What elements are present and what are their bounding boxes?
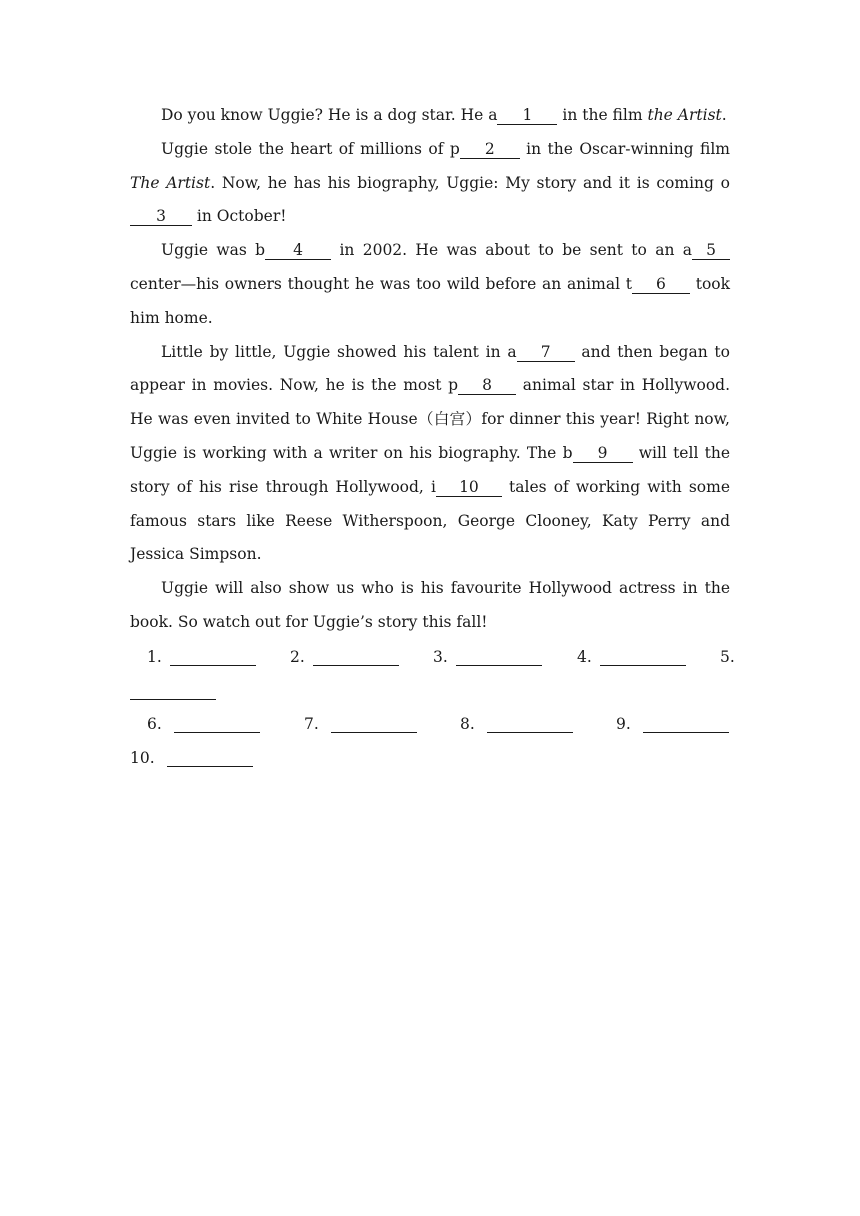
- answer-number: 10.: [130, 749, 155, 768]
- text: Uggie was b: [161, 241, 266, 260]
- text: tales of working with some famous stars like Reese Witherspoon, George Clooney, Katy Perry and Jessica Simpson.: [130, 477, 730, 564]
- blank-10[interactable]: 10: [436, 479, 502, 497]
- answer-slot-5-number: [720, 648, 735, 666]
- blank-3[interactable]: 3: [130, 208, 192, 226]
- text: in 2002. He was about to be sent to an a: [331, 241, 693, 260]
- answer-number: 9.: [616, 715, 631, 734]
- answer-line[interactable]: [331, 715, 417, 733]
- answer-number: 6.: [147, 715, 162, 734]
- paragraph-4: [130, 336, 730, 573]
- text: Little by little, Uggie showed his talent in a: [161, 342, 517, 361]
- blank-4[interactable]: 4: [265, 242, 331, 260]
- text: Uggie stole the heart of millions of p: [161, 139, 460, 158]
- answer-slot-10[interactable]: [130, 749, 253, 767]
- answer-row-1: [130, 640, 735, 674]
- answer-row-3: [130, 741, 730, 775]
- film-title: the Artist: [647, 106, 722, 124]
- answer-section: [130, 640, 735, 775]
- blank-9[interactable]: 9: [573, 445, 633, 463]
- blank-5[interactable]: 5: [692, 242, 730, 260]
- paragraph-1: [130, 99, 730, 133]
- answer-line[interactable]: [170, 648, 256, 666]
- text: took him home.: [130, 274, 730, 327]
- worksheet: [130, 99, 735, 775]
- blank-1[interactable]: 1: [497, 107, 557, 125]
- blank-8[interactable]: 8: [458, 377, 516, 395]
- answer-slot-9[interactable]: [616, 715, 729, 733]
- text: . Now, he has his biography, Uggie: My story and it is coming o: [210, 173, 730, 192]
- answer-row-2: [130, 707, 730, 741]
- answer-number: 2.: [290, 647, 305, 666]
- blank-7[interactable]: 7: [517, 344, 575, 362]
- film-title: The Artist: [130, 173, 211, 192]
- answer-slot-6[interactable]: [147, 715, 260, 733]
- answer-line[interactable]: [600, 648, 686, 666]
- text: in the Oscar-winning film: [519, 139, 730, 158]
- answer-number: 7.: [304, 715, 319, 734]
- answer-number: 4.: [577, 647, 592, 666]
- answer-line[interactable]: [456, 648, 542, 666]
- answer-number: 1.: [147, 647, 162, 666]
- text: animal star in Hollywood. He was even invited to White House（白宫）for dinner this year! Right now, Uggie is working with a writer on his biography. The b: [130, 376, 730, 462]
- answer-slot-4[interactable]: [577, 648, 686, 666]
- text: .: [721, 106, 727, 124]
- answer-slot-3[interactable]: [433, 648, 542, 666]
- answer-number: 3.: [433, 647, 448, 666]
- text: and then began to appear in movies. Now, he is the most p: [130, 342, 730, 395]
- text: will tell the story of his rise through Hollywood, i: [130, 443, 731, 496]
- blank-2[interactable]: 2: [460, 141, 520, 159]
- text: center—his owners thought he was too wild before an animal t: [130, 274, 632, 293]
- paragraph-3: [130, 234, 730, 335]
- answer-number: 8.: [460, 715, 475, 734]
- answer-line[interactable]: [643, 715, 729, 733]
- answer-slot-2[interactable]: [290, 648, 399, 666]
- text: Do you know Uggie? He is a dog star. He a: [161, 106, 498, 124]
- text: in October!: [192, 207, 287, 226]
- text: Uggie will also show us who is his favourite Hollywood actress in the book. So watch out for Uggie’s story this fall!: [130, 579, 730, 631]
- blank-6[interactable]: 6: [632, 276, 690, 294]
- answer-slot-7[interactable]: [304, 715, 417, 733]
- answer-line[interactable]: [167, 749, 253, 767]
- answer-line[interactable]: [174, 715, 260, 733]
- answer-line[interactable]: [487, 715, 573, 733]
- answer-line[interactable]: [130, 682, 216, 700]
- answer-line[interactable]: [313, 648, 399, 666]
- paragraph-2: [130, 133, 730, 234]
- text: in the film: [557, 106, 648, 124]
- answer-slot-5-line[interactable]: [122, 682, 216, 700]
- answer-slot-1[interactable]: [147, 648, 256, 666]
- answer-row-1b: [130, 674, 730, 708]
- paragraph-5: [130, 572, 730, 640]
- answer-slot-8[interactable]: [460, 715, 573, 733]
- answer-number: 5.: [720, 647, 735, 666]
